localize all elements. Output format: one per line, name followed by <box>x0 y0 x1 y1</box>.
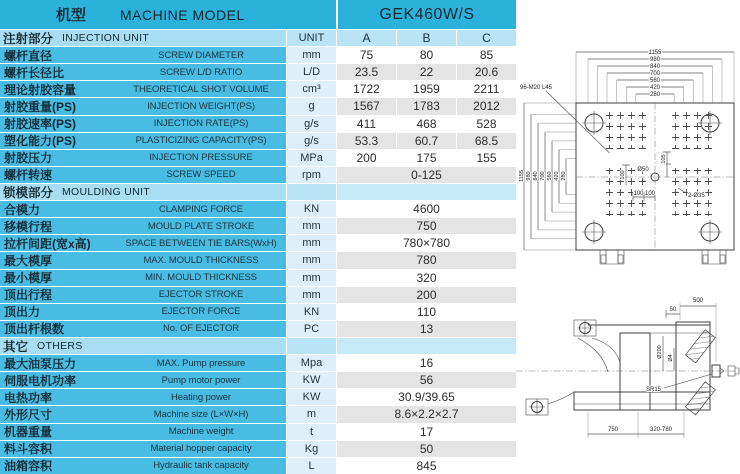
value-a: 200 <box>336 150 396 166</box>
column-a-header: A <box>336 30 396 46</box>
value-span: 13 <box>336 321 516 337</box>
spec-row-screw-diameter <box>0 46 516 63</box>
value-span: 750 <box>336 218 516 234</box>
unit-cell: Kg <box>286 441 336 457</box>
row-label-cn: 顶出杆根数 <box>0 321 116 337</box>
value-c: 155 <box>456 150 516 166</box>
value-a: 75 <box>336 47 396 63</box>
dim-label: Ø4 <box>668 354 674 362</box>
section-label-en: MOULDING UNIT <box>62 186 150 199</box>
value-b: 175 <box>396 150 456 166</box>
dim-label: 50 <box>669 307 677 313</box>
dim-label: 560 <box>547 171 553 181</box>
value-a: 23.5 <box>336 64 396 80</box>
value-span: 200 <box>336 287 516 303</box>
dim-label: 700 <box>540 171 546 181</box>
dim-label: 280 <box>649 92 661 98</box>
dim-label: 280 <box>561 171 567 181</box>
unit-cell: L <box>286 458 336 474</box>
dim-label: 980 <box>649 57 661 63</box>
unit-cell: KW <box>286 372 336 388</box>
spec-row-machine-size <box>0 405 516 422</box>
section-label <box>0 184 286 200</box>
row-label-en: SCREW L/D RATIO <box>116 64 286 80</box>
value-c: 20.6 <box>456 64 516 80</box>
dim-label: 840 <box>533 171 539 181</box>
platen-top-dimensions <box>576 50 734 103</box>
row-label-en: INJECTION PRESSURE <box>116 150 286 166</box>
row-label-en: THEORETICAL SHOT VOLUME <box>116 81 286 97</box>
value-b: 22 <box>396 64 456 80</box>
technical-drawings <box>516 0 740 474</box>
value-span: 30.9/39.65 <box>336 389 516 405</box>
section-label-en: INJECTION UNIT <box>62 32 150 45</box>
row-label-cn: 顶出力 <box>0 304 116 320</box>
section-label-cn: 其它 <box>3 340 29 355</box>
spec-row-tank-capacity <box>0 457 516 474</box>
value-c: 85 <box>456 47 516 63</box>
unit-cell: KN <box>286 201 336 217</box>
row-label-en: MOULD PLATE STROKE <box>116 218 286 234</box>
row-label-cn: 螺杆长径比 <box>0 64 116 80</box>
row-label-en: CLAMPING FORCE <box>116 201 286 217</box>
spec-row-injection-weight <box>0 97 516 114</box>
spec-row-pump-motor-power <box>0 371 516 388</box>
value-span: 845 <box>336 458 516 474</box>
dim-label: 750 <box>607 427 619 433</box>
unit-cell: L/D <box>286 64 336 80</box>
column-b-header: B <box>396 30 456 46</box>
row-label-en: EJECTOR STROKE <box>116 287 286 303</box>
row-label-en: Machine size (L×W×H) <box>116 406 286 422</box>
spec-row-injection-pressure <box>0 149 516 166</box>
dim-label: 500 <box>692 298 704 304</box>
row-label-en: INJECTION RATE(PS) <box>116 116 286 132</box>
spec-row-ejector-stroke <box>0 286 516 303</box>
unit-cell <box>286 338 336 354</box>
side-view-drawing <box>516 292 740 474</box>
spec-row-heating-power <box>0 388 516 405</box>
value-span: 16 <box>336 355 516 371</box>
unit-cell: KN <box>286 304 336 320</box>
row-label-cn: 最大模厚 <box>0 252 116 268</box>
empty-cell <box>336 184 516 200</box>
spec-row-tie-bar-space <box>0 234 516 251</box>
machine-model-header <box>0 0 336 29</box>
value-b: 1959 <box>396 81 456 97</box>
row-label-en: SCREW DIAMETER <box>116 47 286 63</box>
value-c: 528 <box>456 116 516 132</box>
unit-cell: mm <box>286 270 336 286</box>
spec-row-max-mould-thickness <box>0 251 516 268</box>
row-label-cn: 油箱容积 <box>0 458 116 474</box>
row-label-en: Material hopper capacity <box>116 441 286 457</box>
hole-note: 96-M20 L45 <box>520 85 553 91</box>
machine-model-label-en: MACHINE MODEL <box>120 6 245 23</box>
unit-cell: g/s <box>286 133 336 149</box>
row-label-cn: 射胶重量(PS) <box>0 98 116 114</box>
dim-label: 840 <box>649 64 661 70</box>
value-c: 2211 <box>456 81 516 97</box>
unit-cell: MPa <box>286 150 336 166</box>
unit-cell: t <box>286 424 336 440</box>
value-span: 50 <box>336 441 516 457</box>
spec-row-screw-ld-ratio <box>0 63 516 80</box>
value-span: 4600 <box>336 201 516 217</box>
dim-label: 1155 <box>519 170 525 182</box>
row-label-cn: 最小模厚 <box>0 270 116 286</box>
unit-cell: mm <box>286 218 336 234</box>
dim-label: 560 <box>649 78 661 84</box>
section-label <box>0 338 286 354</box>
empty-cell <box>336 338 516 354</box>
value-b: 468 <box>396 116 456 132</box>
model-value: GEK460W/S <box>336 0 516 29</box>
row-label-cn: 外形尺寸 <box>0 406 116 422</box>
spec-row-injection-rate <box>0 115 516 132</box>
dim-label: SR15 <box>646 387 662 393</box>
value-span: 0-125 <box>336 167 516 183</box>
column-c-header: C <box>456 30 516 46</box>
spec-row-ejector-count <box>0 320 516 337</box>
row-label-cn: 螺杆直径 <box>0 47 116 63</box>
section-label-en: OTHERS <box>37 340 83 353</box>
unit-cell: mm <box>286 47 336 63</box>
value-a: 53.3 <box>336 133 396 149</box>
platen-hole-note <box>520 85 610 153</box>
row-label-cn: 合模力 <box>0 201 116 217</box>
spec-row-clamping-force <box>0 200 516 217</box>
unit-cell: mm <box>286 235 336 251</box>
unit-cell: Mpa <box>286 355 336 371</box>
dim-label: 420 <box>649 85 661 91</box>
row-label-en: Hydraulic tank capacity <box>116 458 286 474</box>
value-span: 780×780 <box>336 235 516 251</box>
value-a: 1722 <box>336 81 396 97</box>
value-span: 56 <box>336 372 516 388</box>
side-machine-outline <box>526 320 710 415</box>
dim-label: 420 <box>554 171 560 181</box>
section-label <box>0 30 286 46</box>
value-span: 8.6×2.2×2.7 <box>336 406 516 422</box>
row-label-cn: 拉杆间距(宽x高) <box>0 235 116 251</box>
spec-row-shot-volume <box>0 80 516 97</box>
row-label-cn: 顶出行程 <box>0 287 116 303</box>
unit-cell: mm <box>286 287 336 303</box>
unit-cell: g <box>286 98 336 114</box>
value-span: 320 <box>336 270 516 286</box>
row-label-en: MAX. MOULD THICKNESS <box>116 252 286 268</box>
value-a: 411 <box>336 116 396 132</box>
platen-drawing <box>516 0 740 292</box>
section-label-cn: 注射部分 <box>3 32 54 47</box>
row-label-en: INJECTION WEIGHT(PS) <box>116 98 286 114</box>
value-b: 80 <box>396 47 456 63</box>
dim-label: 100 <box>620 170 626 180</box>
row-label-cn: 电热功率 <box>0 389 116 405</box>
unit-cell: rpm <box>286 167 336 183</box>
table-header-row <box>0 0 516 29</box>
row-label-cn: 移模行程 <box>0 218 116 234</box>
hole-note-2: 2-Ø35 <box>688 193 705 199</box>
tapped-hole-grid <box>604 109 713 216</box>
dim-label: 320-780 <box>649 427 673 433</box>
row-label-cn: 塑化能力(PS) <box>0 133 116 149</box>
dim-label: 1155 <box>648 50 662 56</box>
dim-label: 105 <box>661 154 667 164</box>
row-label-en: SPACE BETWEEN TIE BARS(WxH) <box>116 235 286 251</box>
unit-cell: cm³ <box>286 81 336 97</box>
section-label-cn: 锁模部分 <box>3 186 54 201</box>
dim-label: 700 <box>649 71 661 77</box>
row-label-en: MAX. Pump pressure <box>116 355 286 371</box>
spec-row-ejector-force <box>0 303 516 320</box>
value-span: 110 <box>336 304 516 320</box>
value-span: 780 <box>336 252 516 268</box>
spec-row-plasticizing-capacity <box>0 132 516 149</box>
row-label-cn: 射胶压力 <box>0 150 116 166</box>
platen-left-dimensions <box>519 103 576 250</box>
row-label-en: No. OF EJECTOR <box>116 321 286 337</box>
side-dimensions <box>588 298 716 438</box>
value-b: 60.7 <box>396 133 456 149</box>
row-label-en: EJECTOR FORCE <box>116 304 286 320</box>
dim-label: 980 <box>526 171 532 181</box>
row-label-en: SCREW SPEED <box>116 167 286 183</box>
unit-cell <box>286 184 336 200</box>
dim-label: 100 <box>633 191 644 197</box>
unit-cell: KW <box>286 389 336 405</box>
value-span: 17 <box>336 424 516 440</box>
row-label-en: Machine weight <box>116 424 286 440</box>
row-label-cn: 螺杆转速 <box>0 167 116 183</box>
unit-header-cell: UNIT <box>286 30 336 46</box>
spec-row-hopper-capacity <box>0 440 516 457</box>
row-label-cn: 料斗容积 <box>0 441 116 457</box>
center-hole-label: Ø50 <box>637 167 649 173</box>
value-a: 1567 <box>336 98 396 114</box>
value-c: 68.5 <box>456 133 516 149</box>
dim-label: Ø200 <box>657 345 663 359</box>
dim-label: 100 <box>644 191 656 197</box>
row-label-en: Pump motor power <box>116 372 286 388</box>
spec-row-max-pump-pressure <box>0 354 516 371</box>
row-label-cn: 理论射胶容量 <box>0 81 116 97</box>
row-label-cn: 射胶速率(PS) <box>0 116 116 132</box>
section-row-others <box>0 337 516 354</box>
spec-row-machine-weight <box>0 423 516 440</box>
spec-row-min-mould-thickness <box>0 269 516 286</box>
row-label-cn: 伺服电机功率 <box>0 372 116 388</box>
unit-cell: m <box>286 406 336 422</box>
value-b: 1783 <box>396 98 456 114</box>
unit-cell: g/s <box>286 116 336 132</box>
row-label-en: PLASTICIZING CAPACITY(PS) <box>116 133 286 149</box>
spec-row-screw-speed <box>0 166 516 183</box>
section-row-injection-unit <box>0 29 516 46</box>
row-label-en: MIN. MOULD THICKNESS <box>116 270 286 286</box>
value-c: 2012 <box>456 98 516 114</box>
row-label-en: Heating power <box>116 389 286 405</box>
side-nozzle-area <box>685 330 739 415</box>
unit-cell: mm <box>286 252 336 268</box>
section-row-moulding-unit <box>0 183 516 200</box>
row-label-cn: 机器重量 <box>0 424 116 440</box>
row-label-cn: 最大油泵压力 <box>0 355 116 371</box>
spec-row-mould-plate-stroke <box>0 217 516 234</box>
platen-feet <box>600 250 726 264</box>
unit-cell: PC <box>286 321 336 337</box>
machine-model-label-cn: 机型 <box>56 7 87 24</box>
